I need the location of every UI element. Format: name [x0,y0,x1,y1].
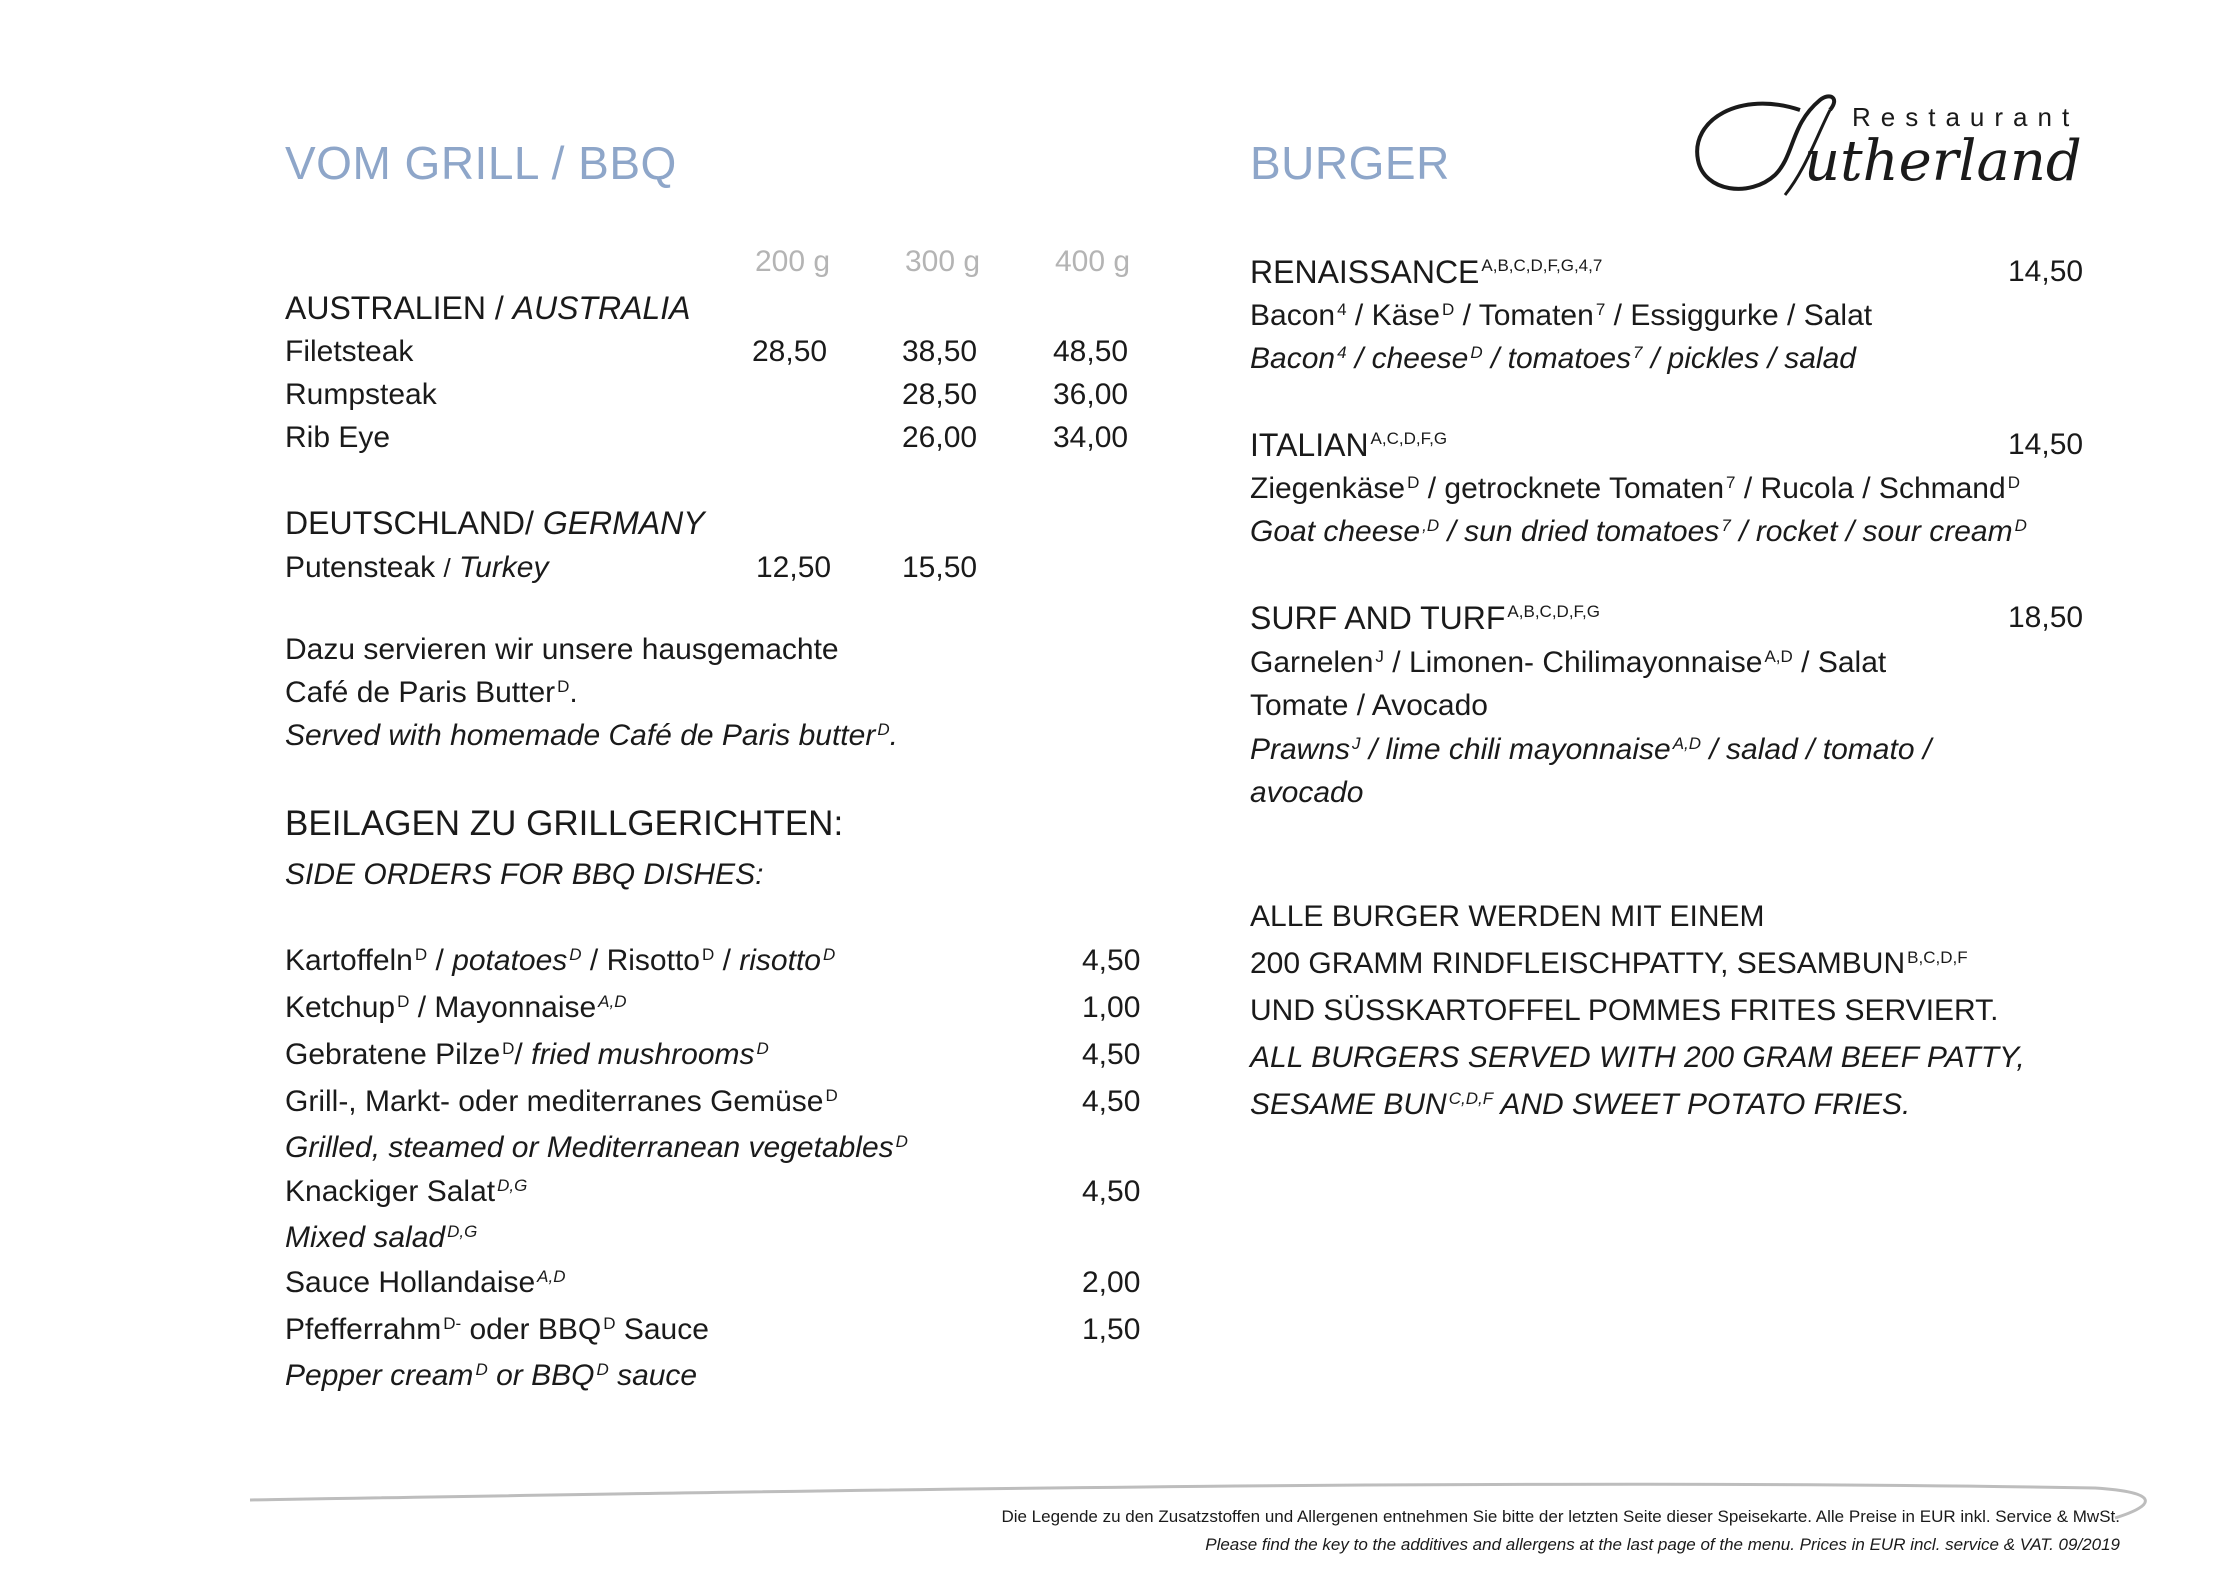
sep: / [1354,342,1364,375]
item-putensteak [285,550,549,586]
t: Prawns [1250,733,1351,766]
ribeye-400: 34,00 [1053,421,1129,454]
sep: / [1427,472,1437,505]
side-pepper-en-text: Pepper cream [285,1359,474,1392]
side-mushrooms-en: fried mushrooms [531,1038,755,1071]
footer-line-de: Die Legende zu den Zusatzstoffen und Allergenen entnehmen Sie bitte der letzten Seite dieser Speisekarte. Alle Preise in EUR inkl. Service & MwSt. [1001,1507,2120,1526]
sep: / [1354,299,1364,332]
surf-desc-de-2: Tomate / Avocado [1250,689,1488,722]
surf-desc-en-1 [1250,732,1931,768]
butter-line-3-text: Served with homemade Café de Paris butter [285,719,876,752]
sup: D [414,945,428,964]
sup: 4 [1337,343,1347,362]
side-sauce: Sauce [623,1313,709,1346]
sup: A,D [598,992,627,1011]
surf-price: 18,50 [2008,601,2084,634]
side-gemuese-text: Grill-, Markt- oder mediterranes Gemüse [285,1085,824,1118]
burger-heading: BURGER [1250,137,1450,189]
sep: / [1490,342,1500,375]
side-salad [285,1174,527,1210]
filetsteak-200: 28,50 [752,335,828,368]
sides-heading-de: BEILAGEN ZU GRILLGERICHTEN: [285,804,844,843]
sup: A,D [537,1267,566,1286]
t: Essiggurke / Salat [1630,299,1873,332]
sup: J [1375,647,1384,666]
filetsteak-400: 48,50 [1053,335,1129,368]
t: tomatoes [1507,342,1632,375]
germany-title [285,505,705,541]
footer-line-en: Please find the key to the additives and allergens at the last page of the menu. Prices in EUR incl. service & VAT. 09/2019 [1205,1535,2120,1554]
sup: D [397,992,410,1011]
sep: / [417,991,427,1024]
item-filetsteak: Filetsteak [285,335,414,368]
side-oder-bbq: oder BBQ [469,1313,602,1346]
t: Bacon [1250,299,1336,332]
side-salat-text: Knackiger Salat [285,1175,496,1208]
t: Garnelen [1250,646,1374,679]
sup: A,D [1764,647,1793,666]
butter-line-1: Dazu servieren wir unsere hausgemachte [285,633,839,666]
burger-note-2 [1250,946,1968,982]
logo-restaurant-word: Restaurant [1852,102,2080,132]
t: Goat cheese [1250,515,1421,548]
filetsteak-300: 38,50 [902,335,978,368]
logo-name-visible: utherland [1804,129,2082,194]
burger-surf-title [1250,600,1600,636]
sup: 7 [1633,343,1643,362]
surf-allergens: A,B,C,D,F,G [1507,602,1600,621]
side-vegetables [285,1084,838,1120]
putensteak-en: Turkey [459,551,549,584]
sup: C,D,F [1448,1089,1494,1108]
sep: / [722,944,731,977]
sup: B,C,D,F [1907,948,1968,967]
surf-desc-de-1 [1250,645,1886,681]
renaissance-name: RENAISSANCE [1250,254,1480,290]
sup: D [2007,473,2020,492]
sup: D [1470,343,1483,362]
sep: / [1743,472,1753,505]
t: lime chili mayonnaise [1385,733,1671,766]
side-mushrooms [285,1037,769,1073]
sup: 4 [1337,300,1347,319]
burger-renaissance-title [1250,254,1602,290]
t: getrocknete Tomaten [1444,472,1725,505]
italian-desc-de [1250,471,2020,507]
butter-line-3-sup: D [877,720,890,739]
side-pepper-en [285,1358,697,1394]
sup: D [1441,300,1455,319]
sup: D [502,1039,515,1058]
surf-desc-en-2: avocado [1250,776,1364,809]
side-mushrooms-price: 4,50 [1082,1038,1141,1071]
sep: / [1447,515,1456,548]
side-hollandaise [285,1265,566,1301]
sup: D [596,1360,609,1379]
butter-line-3 [285,718,898,754]
item-ribeye: Rib Eye [285,421,391,454]
sup: D- [443,1314,462,1333]
sup: A,D [1672,734,1702,753]
australia-title-de: AUSTRALIEN / [285,290,504,326]
sup: D [701,945,715,964]
side-risotto-en: risotto [739,944,821,977]
butter-line-2 [285,675,578,711]
sup: D [1407,473,1420,492]
sup: 7 [1595,300,1606,319]
t: Limonen- Chilimayonnaise [1408,646,1763,679]
side-potatoes [285,943,835,979]
side-salad-en [285,1220,477,1256]
side-potatoes-price: 4,50 [1082,944,1141,977]
t: AND SWEET POTATO FRIES. [1500,1088,1911,1121]
sep: / [1650,342,1660,375]
restaurant-logo [1680,80,2120,210]
sep: / [1739,515,1748,548]
t: sun dried tomatoes [1464,515,1720,548]
burger-note-5 [1250,1087,1910,1123]
sup: 7 [1721,516,1731,535]
sep: / [1462,299,1471,332]
t: Salat [1817,646,1887,679]
surf-name: SURF AND TURF [1250,600,1506,636]
rumpsteak-300: 28,50 [902,378,978,411]
sup: D,G [447,1222,478,1241]
sup: D [2014,516,2027,535]
t: Rucola / Schmand [1760,472,2006,505]
italian-allergens: A,C,D,F,G [1370,429,1448,448]
renaissance-allergens: A,B,C,D,F,G,4,7 [1481,256,1603,275]
side-ketchup [285,990,627,1026]
sep: / [1613,299,1622,332]
side-risotto-de: Risotto [606,944,700,977]
t: Bacon [1250,342,1336,375]
sup: D,G [497,1176,528,1195]
side-sauce-en: sauce [617,1359,698,1392]
australia-title [285,290,690,326]
side-vegetables-en [285,1130,908,1166]
sides-heading-en: SIDE ORDERS FOR BBQ DISHES: [285,858,764,891]
renaissance-price: 14,50 [2008,255,2084,288]
italian-desc-en [1250,514,2027,550]
logo-name [1750,129,2082,194]
sep: / [514,1038,523,1071]
putensteak-300: 15,50 [902,551,978,584]
putensteak-de: Putensteak [285,551,436,584]
putensteak-200: 12,50 [756,551,832,584]
side-pfeffer-text: Pfefferrahm [285,1313,442,1346]
sup: D [475,1360,488,1379]
side-salad-price: 4,50 [1082,1175,1141,1208]
burger-italian-title [1250,427,1447,463]
sup: D [822,945,836,964]
germany-title-de: DEUTSCHLAND/ [285,505,534,541]
weight-300: 300 g [905,245,981,278]
germany-title-en: GERMANY [542,505,705,541]
footer-divider [245,1470,2165,1540]
side-pepper-price: 1,50 [1082,1313,1141,1346]
side-hollandaise-price: 2,00 [1082,1266,1141,1299]
sep: / [589,944,599,977]
sup: ,D [1422,516,1440,535]
weight-200: 200 g [755,245,831,278]
sup: D [603,1314,616,1333]
sup: D [825,1086,838,1105]
burger-note-3: UND SÜSSKARTOFFEL POMMES FRITES SERVIERT. [1250,994,1999,1027]
sup: D [895,1132,908,1151]
t: 200 GRAMM RINDFLEISCHPATTY, SESAMBUN [1250,947,1906,980]
sep: / [1368,733,1378,766]
t: cheese [1371,342,1469,375]
side-vegetables-price: 4,50 [1082,1085,1141,1118]
side-hollandaise-text: Sauce Hollandaise [285,1266,536,1299]
italian-name: ITALIAN [1250,427,1369,463]
butter-line-2-end: . [569,676,578,709]
rumpsteak-400: 36,00 [1053,378,1129,411]
side-vegetables-en-text: Grilled, steamed or Mediterranean vegetables [285,1131,894,1164]
sep: / [1801,646,1810,679]
ribeye-300: 26,00 [902,421,978,454]
side-kartoffeln: Kartoffeln [285,944,413,977]
butter-line-2-sup: D [557,677,570,696]
t: Tomaten [1478,299,1594,332]
side-pepper [285,1312,709,1348]
side-mayo-text: Mayonnaise [434,991,597,1024]
weight-400: 400 g [1055,245,1131,278]
sup: J [1352,734,1361,753]
sep: / [1392,646,1401,679]
sup: D [569,945,582,964]
renaissance-desc-en [1250,341,1856,377]
burger-note-4: ALL BURGERS SERVED WITH 200 GRAM BEEF PATTY, [1250,1041,2025,1074]
butter-line-3-end: . [889,719,898,752]
t: SESAME BUN [1250,1088,1447,1121]
t: Käse [1371,299,1440,332]
australia-title-en: AUSTRALIA [512,290,691,326]
sup: D [756,1039,769,1058]
t: Ziegenkäse [1250,472,1406,505]
t: pickles / salad [1667,342,1856,375]
t: / salad / tomato / [1709,733,1932,766]
side-or-bbq: or BBQ [496,1359,595,1392]
t: rocket / sour cream [1755,515,2013,548]
item-rumpsteak: Rumpsteak [285,378,437,411]
burger-note-1: ALLE BURGER WERDEN MIT EINEM [1250,900,1765,933]
putensteak-sep: / [443,553,451,583]
sep: / [435,944,444,977]
butter-line-2-text: Café de Paris Butter [285,676,556,709]
grill-heading: VOM GRILL / BBQ [285,137,677,189]
side-potatoes-en: potatoes [452,944,568,977]
italian-price: 14,50 [2008,428,2084,461]
side-ketchup-price: 1,00 [1082,991,1141,1024]
side-mixed-text: Mixed salad [285,1221,446,1254]
renaissance-desc-de [1250,298,1872,334]
side-ketchup-text: Ketchup [285,991,396,1024]
side-pilze-text: Gebratene Pilze [285,1038,501,1071]
sup: 7 [1726,473,1736,492]
